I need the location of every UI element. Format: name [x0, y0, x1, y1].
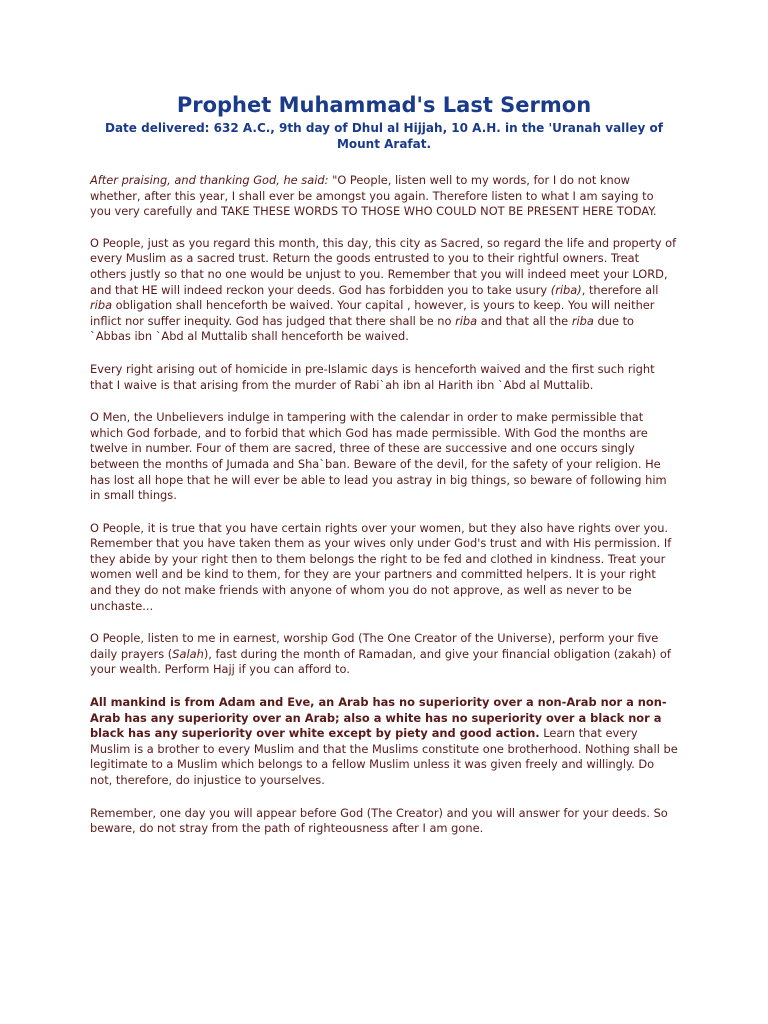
- paragraph-2: [90, 236, 678, 345]
- paragraph-8-run-1: Remember, one day you will appear before God (The Creator) and you will answer for your deeds. So beware, do not stray from the path of righteousness after I am gone.: [90, 805, 668, 836]
- paragraph-2-run-5: obligation shall henceforth be waived. Your capital , however, is yours to keep. You will neither inflict nor suffer inequity. God has judged that there shall be no: [90, 298, 655, 328]
- paragraph-1: [90, 173, 678, 220]
- paragraph-5-run-1: O People, it is true that you have certain rights over your women, but they also have rights over you. Remember that you have taken them as your wives only under God's trust and with His permission. If they abide by your right then to them belongs the right to be fed and clothed in kindness. Treat your women well and be kind to them, for they are your partners and committed helpers. It is your right and they do not make friends with anyone of whom you do not approve, as well as never to be unchaste...: [90, 520, 672, 613]
- paragraph-6: [90, 631, 678, 678]
- paragraph-2-run-2: (riba): [550, 282, 582, 297]
- paragraph-6-run-1: O People, listen to me in earnest, worship God (The One Creator of the Universe), perform your five daily prayers (: [90, 631, 659, 661]
- paragraph-1-run-1: After praising, and thanking God, he said:: [90, 173, 333, 187]
- paragraph-6-run-2: Salah: [172, 646, 204, 661]
- page-title: Prophet Muhammad's Last Sermon: [176, 93, 592, 117]
- paragraph-7-run-2: Learn that every Muslim is a brother to every Muslim and that the Muslims constitute one brotherhood. Nothing shall be legitimate to a Muslim which belongs to a fellow Muslim unless it was given freely and willingly. Do not, therefore, do injustice to yourselves.: [90, 726, 678, 787]
- paragraph-2-run-7: and that all the: [477, 313, 572, 328]
- paragraph-3: [90, 362, 678, 393]
- paragraph-7-run-1: All mankind is from Adam and Eve, an Arab has no superiority over a non-Arab nor a non-Arab has any superiority over an Arab; also a white has no superiority over a black nor a black has any superiority over white except by piety and good action.: [90, 695, 667, 741]
- paragraph-6-run-3: ), fast during the month of Ramadan, and give your financial obligation (zakah) of your wealth. Perform Hajj if you can afford to.: [90, 646, 671, 677]
- paragraph-4-run-1: O Men, the Unbelievers indulge in tampering with the calendar in order to make permissible that which God forbade, and to forbid that which God has made permissible. With God the months are twelve in number. Four of them are sacred, three of these are successive and one occurs singly between the months of Jumada and Sha`ban. Beware of the devil, for the safety of your religion. He has lost all hope that he will ever be able to lead you astray in big things, so beware of following him in small things.: [90, 410, 667, 503]
- page-subtitle: Date delivered: 632 A.C., 9th day of Dhul al Hijjah, 10 A.H. in the 'Uranah valley of Mount Arafat.: [105, 121, 663, 151]
- paragraph-2-run-8: riba: [571, 313, 594, 328]
- paragraph-2-run-9: due to `Abbas ibn `Abd al Muttalib shall henceforth be waived.: [90, 313, 635, 344]
- paragraph-5: [90, 521, 678, 615]
- paragraph-2-run-4: riba: [90, 298, 113, 313]
- paragraph-7: [90, 695, 678, 789]
- paragraph-1-run-2: "O People, listen well to my words, for I do not know whether, after this year, I shall ever be amongst you again. Therefore listen to what I am saying to you very carefully and TAKE THESE WORDS TO THOSE WHO COULD NOT BE PRESENT HERE TODAY.: [90, 173, 657, 219]
- paragraph-4: [90, 410, 678, 504]
- paragraph-2-run-1: O People, just as you regard this month, this day, this city as Sacred, so regard the life and property of every Muslim as a sacred trust. Return the goods entrusted to you to their rightful owners. Treat others justly so that no one would be unjust to you. Remember that you will indeed meet your LORD, and that HE will indeed reckon your deeds. God has forbidden you to take usury: [90, 235, 677, 297]
- paragraph-3-run-1: Every right arising out of homicide in pre-Islamic days is henceforth waived and the first such right that I waive is that arising from the murder of Rabi`ah ibn al Harith ibn `Abd al Muttalib.: [90, 361, 655, 392]
- paragraph-8: [90, 806, 678, 837]
- paragraph-2-run-6: riba: [455, 313, 478, 328]
- paragraph-2-run-3: , therefore all: [581, 282, 659, 297]
